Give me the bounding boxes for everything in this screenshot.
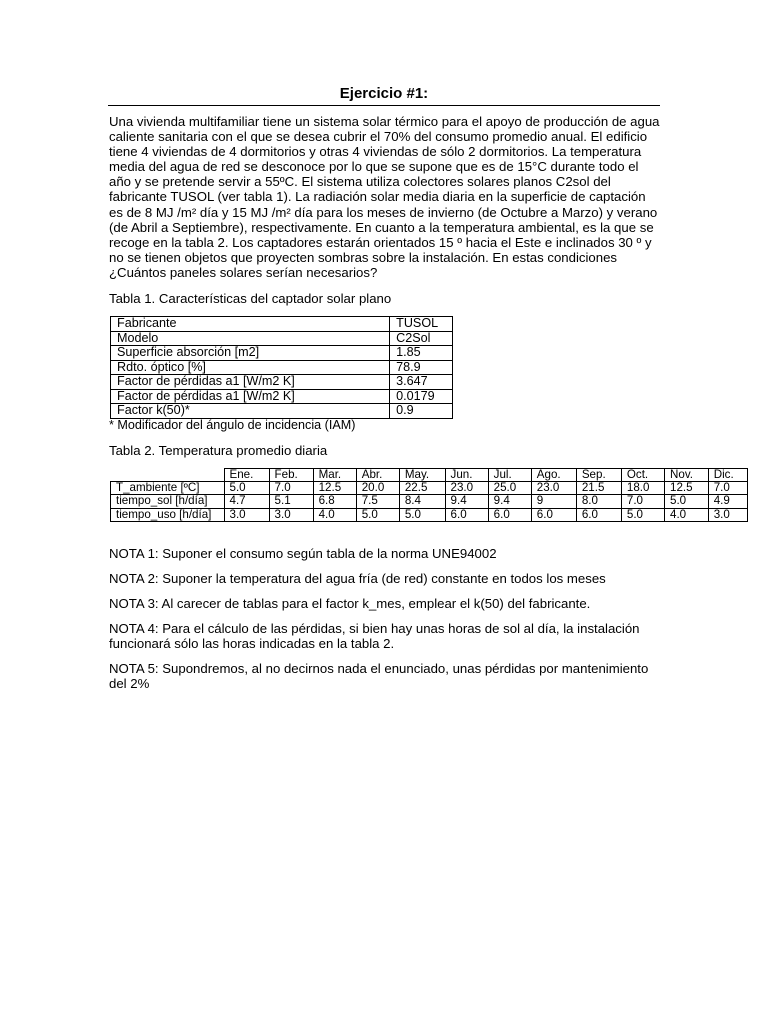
table-cell: 5.0 [356, 508, 399, 521]
table-row [111, 508, 748, 521]
table1-footnote: * Modificador del ángulo de incidencia (IAM) [109, 418, 356, 432]
table-header-row [111, 469, 748, 482]
month-header: Abr. [356, 469, 399, 482]
table-cell: 6.0 [576, 508, 621, 521]
note-1: NOTA 1: Suponer el consumo según tabla de la norma UNE94002 [109, 546, 497, 561]
problem-statement: Una vivienda multifamiliar tiene un sistema solar térmico para el apoyo de producción de agua caliente sanitaria con el que se desea cubrir el 70% del consumo promedio anual. El edificio tiene 4 viviendas de 4 dormitorios y otras 4 viviendas de sólo 2 dormitorios. La temperatura media del agua de red se desconoce por lo que se supone que es de 15°C durante todo el año y se pretende servir a 55ºC. El sistema utiliza colectores solares planos C2sol del fabricante TUSOL (ver tabla 1). La radiación solar media diaria en la superficie de captación es de 8 MJ /m² día y 15 MJ /m² día para los meses de invierno (de Octubre a Marzo) y verano (de Abril a Septiembre), respectivamente. En cuanto a la temperatura ambiental, es la que se recoge en la tabla 2. Los captadores estarán orientados 15 º hacia el Este e inclinados 30 º y no se tienen objetos que proyecten sombras sobre la instalación. En estas condiciones ¿Cuántos paneles solares serían necesarios? [109, 114, 660, 280]
month-header: Ago. [531, 469, 576, 482]
table-cell: 18.0 [621, 482, 664, 495]
month-header: Dic. [708, 469, 747, 482]
spec-value: TUSOL [390, 317, 453, 332]
row-label: tiempo_uso [h/día] [111, 508, 225, 521]
table-cell: 4.0 [665, 508, 709, 521]
spec-value: 0.9 [390, 404, 453, 419]
table-cell: 5.0 [399, 508, 445, 521]
month-header: Feb. [269, 469, 313, 482]
table-cell: 20.0 [356, 482, 399, 495]
spec-label: Fabricante [111, 317, 390, 332]
table-cell: 23.0 [445, 482, 488, 495]
table-row [111, 331, 453, 346]
note-5: NOTA 5: Supondremos, al no decirnos nada el enunciado, unas pérdidas por mantenimiento del 2% [109, 661, 649, 692]
table-row [111, 389, 453, 404]
month-header: Jun. [445, 469, 488, 482]
table-cell: 9.4 [445, 495, 488, 508]
table-cell: 21.5 [576, 482, 621, 495]
spec-value: 3.647 [390, 375, 453, 390]
spec-label: Factor de pérdidas a1 [W/m2 K] [111, 389, 390, 404]
title-underline [108, 105, 660, 106]
table-cell: 7.5 [356, 495, 399, 508]
collector-specs-table [110, 316, 453, 419]
table-cell: 5.0 [224, 482, 269, 495]
row-label: tiempo_sol [h/día] [111, 495, 225, 508]
exercise-title: Ejercicio #1: [339, 85, 429, 102]
table-cell: 5.0 [665, 495, 709, 508]
table-cell: 12.5 [665, 482, 709, 495]
spec-label: Factor k(50)* [111, 404, 390, 419]
monthly-temperature-table [110, 468, 748, 522]
table-cell: 3.0 [269, 508, 313, 521]
table-cell: 8.0 [576, 495, 621, 508]
spec-value: 1.85 [390, 346, 453, 361]
row-label: T_ambiente [ºC] [111, 482, 225, 495]
table-cell: 7.0 [269, 482, 313, 495]
month-header: Ene. [224, 469, 269, 482]
table-row [111, 495, 748, 508]
table-cell: 8.4 [399, 495, 445, 508]
month-header: Oct. [621, 469, 664, 482]
table-cell: 6.0 [445, 508, 488, 521]
month-header: Sep. [576, 469, 621, 482]
spec-label: Superficie absorción [m2] [111, 346, 390, 361]
table-row [111, 317, 453, 332]
spec-label: Factor de pérdidas a1 [W/m2 K] [111, 375, 390, 390]
table-cell: 25.0 [488, 482, 531, 495]
month-header: May. [399, 469, 445, 482]
month-header: Nov. [665, 469, 709, 482]
spec-label: Rdto. óptico [%] [111, 360, 390, 375]
table-cell: 9 [531, 495, 576, 508]
table-cell: 23.0 [531, 482, 576, 495]
table-cell: 5.0 [621, 508, 664, 521]
table-row [111, 375, 453, 390]
month-header: Jul. [488, 469, 531, 482]
table-cell: 6.0 [488, 508, 531, 521]
table-cell: 12.5 [313, 482, 356, 495]
table-cell: 4.9 [708, 495, 747, 508]
table-row [111, 360, 453, 375]
table-cell: 3.0 [224, 508, 269, 521]
spec-label: Modelo [111, 331, 390, 346]
note-3: NOTA 3: Al carecer de tablas para el factor k_mes, emplear el k(50) del fabricante. [109, 596, 591, 611]
table2-caption: Tabla 2. Temperatura promedio diaria [109, 443, 328, 458]
table-row [111, 346, 453, 361]
table-cell: 7.0 [621, 495, 664, 508]
table-cell: 9.4 [488, 495, 531, 508]
table1-caption: Tabla 1. Características del captador solar plano [109, 291, 392, 306]
spec-value: 0.0179 [390, 389, 453, 404]
header-blank-cell [111, 469, 225, 482]
month-header: Mar. [313, 469, 356, 482]
table-row [111, 404, 453, 419]
table-cell: 6.0 [531, 508, 576, 521]
table-cell: 22.5 [399, 482, 445, 495]
table-cell: 7.0 [708, 482, 747, 495]
table-cell: 4.7 [224, 495, 269, 508]
table-cell: 4.0 [313, 508, 356, 521]
spec-value: C2Sol [390, 331, 453, 346]
table-cell: 5.1 [269, 495, 313, 508]
spec-value: 78.9 [390, 360, 453, 375]
table-cell: 6.8 [313, 495, 356, 508]
note-2: NOTA 2: Suponer la temperatura del agua fría (de red) constante en todos los meses [109, 571, 606, 586]
table-row [111, 482, 748, 495]
table-cell: 3.0 [708, 508, 747, 521]
note-4: NOTA 4: Para el cálculo de las pérdidas, si bien hay unas horas de sol al día, la instalación funcionará sólo las horas indicadas en la tabla 2. [109, 621, 640, 652]
